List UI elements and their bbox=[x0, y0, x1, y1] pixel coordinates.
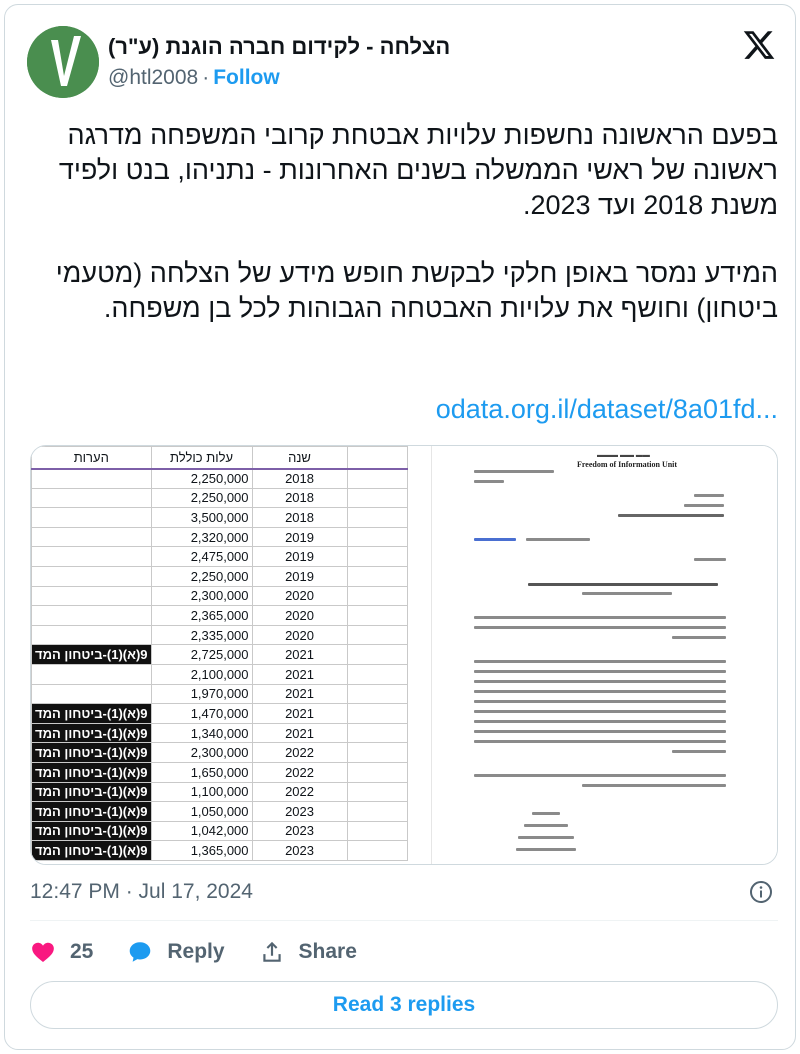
table-cell-notes: 9(א)(1)-ביטחון המד bbox=[32, 645, 152, 665]
table-row bbox=[32, 743, 408, 763]
table-cell-empty bbox=[347, 821, 407, 841]
table-cell-cost: 1,100,000 bbox=[151, 782, 252, 802]
table-row bbox=[32, 606, 408, 626]
table-cell-notes: 9(א)(1)-ביטחון המד bbox=[32, 762, 152, 782]
table-cell-cost: 2,250,000 bbox=[151, 566, 252, 586]
table-cell-year: 2018 bbox=[252, 469, 347, 489]
header-cost: עלות כוללת bbox=[151, 447, 252, 469]
reply-bubble-icon bbox=[127, 939, 153, 965]
table-cell-empty bbox=[347, 664, 407, 684]
table-cell-cost: 1,970,000 bbox=[151, 684, 252, 704]
table-cell-empty bbox=[347, 488, 407, 508]
table-cell-notes: 9(א)(1)-ביטחון המד bbox=[32, 743, 152, 763]
table-cell-notes bbox=[32, 527, 152, 547]
like-button[interactable] bbox=[30, 939, 93, 965]
table-cell-notes bbox=[32, 684, 152, 704]
table-cell-empty bbox=[347, 704, 407, 724]
table-cell-cost: 1,650,000 bbox=[151, 762, 252, 782]
letter-line bbox=[532, 812, 560, 815]
table-row bbox=[32, 704, 408, 724]
table-cell-empty bbox=[347, 743, 407, 763]
author-name[interactable]: הצלחה - לקידום חברה הוגנת (ע"ר) bbox=[108, 34, 451, 59]
table-cell-cost: 3,500,000 bbox=[151, 508, 252, 528]
author-handle-row bbox=[108, 66, 280, 90]
table-cell-cost: 2,250,000 bbox=[151, 469, 252, 489]
letter-line bbox=[474, 700, 726, 703]
table-row bbox=[32, 508, 408, 528]
table-cell-notes: 9(א)(1)-ביטחון המד bbox=[32, 821, 152, 841]
table-cell-cost: 1,050,000 bbox=[151, 802, 252, 822]
table-cell-year: 2019 bbox=[252, 527, 347, 547]
table-cell-notes: 9(א)(1)-ביטחון המד bbox=[32, 723, 152, 743]
table-cell-empty bbox=[347, 782, 407, 802]
reply-button[interactable] bbox=[127, 939, 224, 965]
table-cell-year: 2020 bbox=[252, 586, 347, 606]
table-row bbox=[32, 782, 408, 802]
table-cell-year: 2023 bbox=[252, 841, 347, 861]
table-cell-empty bbox=[347, 606, 407, 626]
read-replies-button[interactable]: Read 3 replies bbox=[30, 981, 778, 1029]
tweet-image[interactable] bbox=[30, 445, 778, 865]
table-cell-notes bbox=[32, 606, 152, 626]
checkmark-logo-icon bbox=[27, 26, 99, 98]
letter-line bbox=[474, 680, 726, 683]
letter-line bbox=[516, 848, 576, 851]
tweet-link[interactable]: odata.org.il/dataset/8a01fd... bbox=[435, 394, 778, 424]
table-cell-cost: 1,470,000 bbox=[151, 704, 252, 724]
letter-line bbox=[524, 824, 568, 827]
table-cell-year: 2018 bbox=[252, 488, 347, 508]
tweet-timestamp[interactable]: 12:47 PM · Jul 17, 2024 bbox=[30, 880, 253, 903]
table-cell-empty bbox=[347, 723, 407, 743]
table-cell-notes bbox=[32, 586, 152, 606]
letter-line bbox=[474, 480, 504, 483]
letter-line bbox=[618, 514, 724, 517]
x-logo-icon[interactable] bbox=[742, 28, 776, 62]
table-cell-notes bbox=[32, 664, 152, 684]
letter-line bbox=[694, 558, 726, 561]
table-row bbox=[32, 762, 408, 782]
table-cell-cost: 2,100,000 bbox=[151, 664, 252, 684]
table-cell-notes bbox=[32, 488, 152, 508]
table-row bbox=[32, 566, 408, 586]
table-cell-empty bbox=[347, 684, 407, 704]
table-row bbox=[32, 821, 408, 841]
table-row bbox=[32, 547, 408, 567]
table-cell-year: 2020 bbox=[252, 625, 347, 645]
letter-line bbox=[474, 670, 726, 673]
table-cell-empty bbox=[347, 586, 407, 606]
letter-line bbox=[474, 470, 554, 473]
table-cell-empty bbox=[347, 645, 407, 665]
table-cell-notes bbox=[32, 625, 152, 645]
table-cell-year: 2021 bbox=[252, 645, 347, 665]
letter-line bbox=[474, 690, 726, 693]
table-cell-cost: 2,250,000 bbox=[151, 488, 252, 508]
table-cell-cost: 2,335,000 bbox=[151, 625, 252, 645]
table-cell-year: 2022 bbox=[252, 743, 347, 763]
author-handle[interactable]: @htl2008 bbox=[108, 66, 199, 89]
table-cell-empty bbox=[347, 625, 407, 645]
foi-letter-image bbox=[431, 446, 778, 865]
table-cell-empty bbox=[347, 527, 407, 547]
share-icon bbox=[259, 939, 285, 965]
table-cell-notes bbox=[32, 566, 152, 586]
table-cell-notes bbox=[32, 508, 152, 528]
header-year: שנה bbox=[252, 447, 347, 469]
table-cell-year: 2023 bbox=[252, 802, 347, 822]
table-cell-empty bbox=[347, 762, 407, 782]
letter-line bbox=[684, 504, 724, 507]
table-cell-empty bbox=[347, 547, 407, 567]
table-cell-year: 2022 bbox=[252, 762, 347, 782]
letter-header-ministry: ▬▬▬ ▬▬ ▬▬ bbox=[597, 452, 650, 459]
table-cell-year: 2019 bbox=[252, 566, 347, 586]
avatar[interactable] bbox=[27, 26, 99, 98]
table-cell-cost: 1,042,000 bbox=[151, 821, 252, 841]
share-label: Share bbox=[298, 940, 357, 963]
table-cell-notes bbox=[32, 469, 152, 489]
letter-line bbox=[672, 636, 726, 639]
letter-line bbox=[518, 836, 574, 839]
table-cell-notes: 9(א)(1)-ביטחון המד bbox=[32, 704, 152, 724]
table-header-row bbox=[32, 447, 408, 469]
letter-line bbox=[694, 494, 724, 497]
info-icon[interactable] bbox=[749, 880, 773, 904]
letter-line bbox=[474, 626, 726, 629]
table-cell-cost: 2,300,000 bbox=[151, 743, 252, 763]
table-cell-notes bbox=[32, 547, 152, 567]
table-cell-year: 2021 bbox=[252, 723, 347, 743]
table-cell-empty bbox=[347, 508, 407, 528]
table-row bbox=[32, 625, 408, 645]
table-row bbox=[32, 527, 408, 547]
table-cell-year: 2021 bbox=[252, 664, 347, 684]
letter-email-link bbox=[474, 538, 516, 541]
tweet-paragraph-2: המידע נמסר באופן חלקי לבקשת חופש מידע של הצלחה (מטעמי ביטחון) וחושף את עלויות האבטחה הגבוהות לכל בן משפחה. bbox=[55, 258, 778, 323]
table-cell-cost: 2,320,000 bbox=[151, 527, 252, 547]
letter-header-title: Freedom of Information Unit bbox=[577, 460, 678, 469]
table-cell-cost: 2,475,000 bbox=[151, 547, 252, 567]
table-cell-cost: 1,340,000 bbox=[151, 723, 252, 743]
table-cell-empty bbox=[347, 447, 407, 469]
letter-subject-line bbox=[528, 583, 718, 586]
table-row bbox=[32, 802, 408, 822]
table-row bbox=[32, 723, 408, 743]
letter-line bbox=[582, 784, 726, 787]
letter-line bbox=[474, 616, 726, 619]
table-cell-year: 2021 bbox=[252, 684, 347, 704]
table-cell-empty bbox=[347, 469, 407, 489]
table-cell-year: 2021 bbox=[252, 704, 347, 724]
letter-line bbox=[474, 710, 726, 713]
spreadsheet-image bbox=[31, 446, 431, 865]
follow-button[interactable]: Follow bbox=[213, 66, 280, 89]
table-row bbox=[32, 841, 408, 861]
letter-line bbox=[474, 720, 726, 723]
header-notes: הערות bbox=[32, 447, 152, 469]
tweet-paragraph-1: בפעם הראשונה נחשפות עלויות אבטחת קרובי המשפחה מדרגה ראשונה של ראשי הממשלה בשנים האחרונות - נתניהו, בנט ולפיד משנת 2018 ועד 2023. bbox=[58, 120, 778, 220]
table-cell-notes: 9(א)(1)-ביטחון המד bbox=[32, 782, 152, 802]
table-cell-cost: 2,725,000 bbox=[151, 645, 252, 665]
table-row bbox=[32, 684, 408, 704]
cost-table bbox=[31, 446, 408, 861]
table-cell-year: 2023 bbox=[252, 821, 347, 841]
table-cell-year: 2020 bbox=[252, 606, 347, 626]
letter-line bbox=[474, 740, 726, 743]
table-cell-notes: 9(א)(1)-ביטחון המד bbox=[32, 802, 152, 822]
separator-dot: · bbox=[202, 66, 210, 89]
divider bbox=[30, 920, 778, 921]
table-cell-empty bbox=[347, 841, 407, 861]
table-cell-notes: 9(א)(1)-ביטחון המד bbox=[32, 841, 152, 861]
letter-line bbox=[526, 538, 590, 541]
table-cell-cost: 2,365,000 bbox=[151, 606, 252, 626]
table-cell-cost: 2,300,000 bbox=[151, 586, 252, 606]
like-count: 25 bbox=[70, 940, 94, 963]
table-row bbox=[32, 645, 408, 665]
heart-icon bbox=[30, 939, 56, 965]
letter-line bbox=[582, 592, 672, 595]
table-cell-empty bbox=[347, 566, 407, 586]
table-cell-empty bbox=[347, 802, 407, 822]
reply-label: Reply bbox=[167, 940, 225, 963]
table-cell-cost: 1,365,000 bbox=[151, 841, 252, 861]
table-cell-year: 2022 bbox=[252, 782, 347, 802]
table-row bbox=[32, 664, 408, 684]
table-cell-year: 2018 bbox=[252, 508, 347, 528]
letter-line bbox=[672, 750, 726, 753]
share-button[interactable] bbox=[259, 939, 357, 965]
tweet-actions bbox=[30, 936, 391, 968]
table-row bbox=[32, 469, 408, 489]
letter-line bbox=[474, 730, 726, 733]
table-cell-year: 2019 bbox=[252, 547, 347, 567]
table-row bbox=[32, 586, 408, 606]
table-row bbox=[32, 488, 408, 508]
letter-line bbox=[474, 774, 726, 777]
letter-line bbox=[474, 660, 726, 663]
